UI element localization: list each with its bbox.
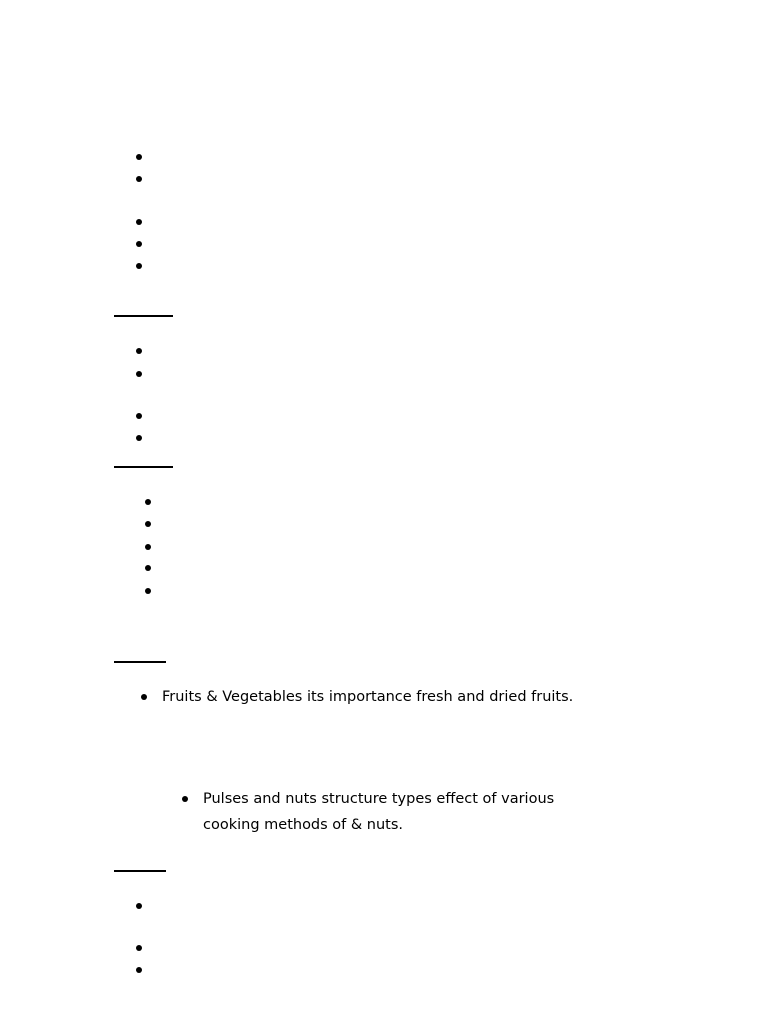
list-bullet xyxy=(136,219,142,225)
list-bullet xyxy=(136,371,142,377)
list-bullet xyxy=(136,154,142,160)
list-bullet xyxy=(136,241,142,247)
list-item-text: Pulses and nuts structure types effect of various cooking methods of & nuts. xyxy=(203,791,555,833)
heading-underline xyxy=(114,870,166,872)
list-bullet xyxy=(141,694,147,700)
list-bullet xyxy=(136,263,142,269)
list-bullet xyxy=(145,499,151,505)
list-bullet xyxy=(145,544,151,550)
list-bullet xyxy=(136,176,142,182)
list-item xyxy=(141,684,661,710)
list-bullet xyxy=(136,903,142,909)
list-bullet xyxy=(182,796,188,802)
list-bullet xyxy=(145,588,151,594)
list-bullet xyxy=(136,435,142,441)
list-item xyxy=(182,786,612,838)
list-bullet xyxy=(145,565,151,571)
list-bullet xyxy=(136,967,142,973)
list-bullet xyxy=(136,945,142,951)
heading-underline xyxy=(114,315,173,317)
list-bullet xyxy=(145,521,151,527)
list-bullet xyxy=(136,348,142,354)
heading-underline xyxy=(114,661,166,663)
heading-underline xyxy=(114,466,173,468)
list-item-text: Fruits & Vegetables its importance fresh and dried fruits. xyxy=(162,689,574,705)
list-bullet xyxy=(136,413,142,419)
